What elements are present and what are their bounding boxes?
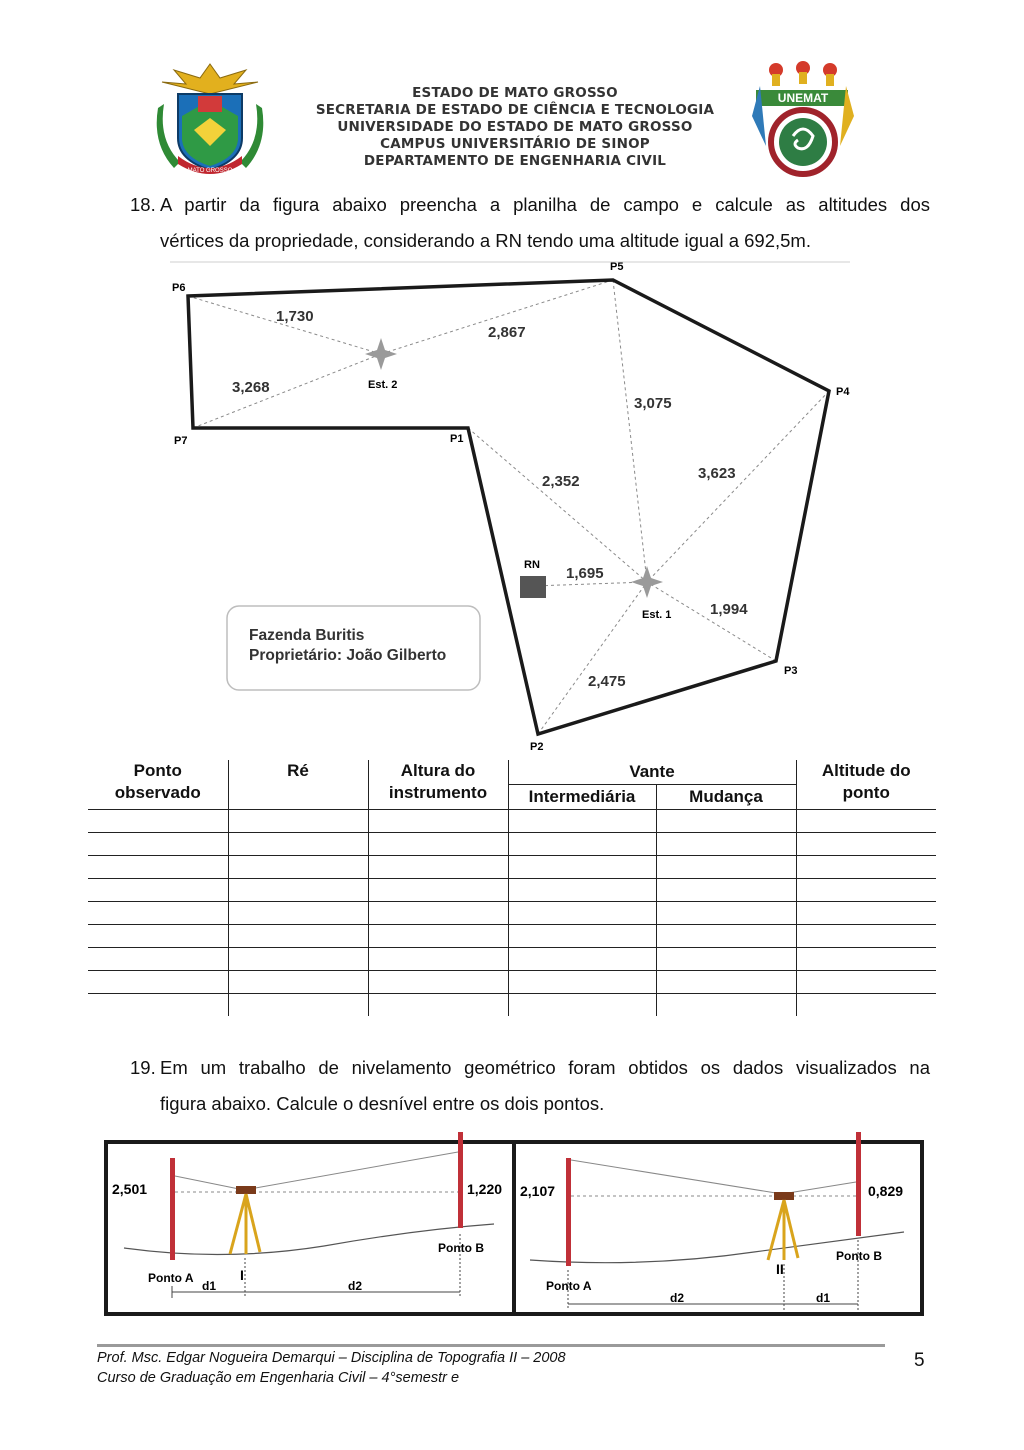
table-cell[interactable] bbox=[88, 856, 228, 879]
table-cell[interactable] bbox=[228, 948, 368, 971]
table-cell[interactable] bbox=[368, 810, 508, 833]
rn-marker bbox=[520, 576, 546, 598]
reading-p4-est1: 3,623 bbox=[698, 465, 736, 482]
table-cell[interactable] bbox=[508, 810, 656, 833]
table-row bbox=[88, 925, 936, 948]
header-ponto: Ponto observado bbox=[114, 761, 201, 802]
header-university: UNIVERSIDADE DO ESTADO DE MATO GROSSO bbox=[337, 119, 693, 135]
station-2-marker bbox=[365, 338, 397, 370]
table-cell[interactable] bbox=[796, 810, 936, 833]
table-cell[interactable] bbox=[796, 948, 936, 971]
table-row bbox=[88, 833, 936, 856]
table-cell[interactable] bbox=[228, 810, 368, 833]
table-cell[interactable] bbox=[228, 994, 368, 1017]
reading-p5-est1: 3,075 bbox=[634, 395, 672, 412]
property-survey-figure bbox=[150, 256, 870, 756]
table-cell[interactable] bbox=[228, 856, 368, 879]
header-department: DEPARTAMENTO DE ENGENHARIA CIVIL bbox=[363, 153, 667, 169]
table-cell[interactable] bbox=[508, 948, 656, 971]
right-d2: d2 bbox=[670, 1291, 685, 1305]
leveling-figure bbox=[104, 1130, 926, 1320]
right-d1: d1 bbox=[816, 1291, 831, 1305]
table-cell[interactable] bbox=[228, 879, 368, 902]
left-station-label: I bbox=[240, 1267, 244, 1283]
table-cell[interactable] bbox=[656, 810, 796, 833]
table-row bbox=[88, 879, 936, 902]
reading-p1-est1: 2,352 bbox=[542, 473, 580, 490]
header-mudanca: Mudança bbox=[656, 785, 796, 810]
table-cell[interactable] bbox=[656, 948, 796, 971]
right-ponto-a: Ponto A bbox=[546, 1279, 592, 1293]
right-station-label: II bbox=[776, 1261, 784, 1277]
q19-number: 19. bbox=[130, 1057, 156, 1078]
reading-p2-est1: 2,475 bbox=[588, 673, 626, 690]
left-reading-a: 2,501 bbox=[112, 1181, 148, 1197]
table-cell[interactable] bbox=[88, 971, 228, 994]
header-altura: Altura do instrumento bbox=[368, 760, 508, 810]
right-rod-a bbox=[566, 1158, 571, 1266]
table-cell[interactable] bbox=[508, 971, 656, 994]
svg-text:MATO GROSSO: MATO GROSSO bbox=[187, 168, 233, 174]
table-cell[interactable] bbox=[368, 902, 508, 925]
label-p1: P1 bbox=[450, 433, 464, 445]
left-ponto-b: Ponto B bbox=[438, 1241, 484, 1255]
table-cell[interactable] bbox=[88, 925, 228, 948]
table-cell[interactable] bbox=[796, 879, 936, 902]
table-cell[interactable] bbox=[508, 856, 656, 879]
footer-course: Curso de Graduação em Engenharia Civil – 4°semestr e bbox=[97, 1370, 460, 1386]
table-cell[interactable] bbox=[656, 925, 796, 948]
label-rn: RN bbox=[524, 559, 540, 571]
header-intermediaria: Intermediária bbox=[508, 785, 656, 810]
table-cell[interactable] bbox=[796, 856, 936, 879]
table-cell[interactable] bbox=[368, 925, 508, 948]
table-cell[interactable] bbox=[508, 879, 656, 902]
table-cell[interactable] bbox=[88, 879, 228, 902]
right-ponto-b: Ponto B bbox=[836, 1249, 882, 1263]
table-cell[interactable] bbox=[368, 856, 508, 879]
svg-text:UNEMAT: UNEMAT bbox=[777, 91, 829, 105]
table-row bbox=[88, 994, 936, 1017]
table-cell[interactable] bbox=[228, 971, 368, 994]
right-reading-a: 2,107 bbox=[520, 1183, 556, 1199]
header-state: ESTADO DE MATO GROSSO bbox=[412, 85, 618, 101]
label-p7: P7 bbox=[174, 435, 188, 447]
table-row bbox=[88, 902, 936, 925]
leveling-worksheet-table bbox=[88, 760, 936, 1016]
reading-p6-est2: 1,730 bbox=[276, 308, 314, 325]
header-vante: Vante bbox=[508, 760, 796, 785]
table-cell[interactable] bbox=[88, 994, 228, 1017]
left-rod-a bbox=[170, 1158, 175, 1260]
table-row bbox=[88, 971, 936, 994]
label-p3: P3 bbox=[784, 665, 798, 677]
unemat-logo bbox=[748, 56, 858, 182]
page-number: 5 bbox=[914, 1350, 925, 1371]
right-reading-b: 0,829 bbox=[868, 1183, 904, 1199]
table-cell[interactable] bbox=[368, 948, 508, 971]
label-est1: Est. 1 bbox=[642, 609, 672, 621]
q18-number: 18. bbox=[130, 194, 156, 215]
mato-grosso-coat-of-arms-logo bbox=[150, 60, 270, 180]
footer-rule bbox=[97, 1344, 885, 1347]
left-d1: d1 bbox=[202, 1279, 217, 1293]
left-reading-b: 1,220 bbox=[467, 1181, 503, 1197]
table-row bbox=[88, 810, 936, 833]
farm-name: Fazenda Buritis bbox=[249, 627, 365, 644]
q19-line2: figura abaixo. Calcule o desnível entre os dois pontos. bbox=[160, 1093, 605, 1114]
table-cell[interactable] bbox=[656, 902, 796, 925]
header-campus: CAMPUS UNIVERSITÁRIO DE SINOP bbox=[380, 136, 650, 152]
left-d2: d2 bbox=[348, 1279, 363, 1293]
table-cell[interactable] bbox=[88, 948, 228, 971]
table-cell[interactable] bbox=[656, 971, 796, 994]
table-cell[interactable] bbox=[656, 833, 796, 856]
label-p6: P6 bbox=[172, 282, 186, 294]
label-p5: P5 bbox=[610, 261, 624, 273]
table-cell[interactable] bbox=[228, 925, 368, 948]
table-cell[interactable] bbox=[796, 971, 936, 994]
table-cell[interactable] bbox=[368, 833, 508, 856]
header-re: Ré bbox=[228, 760, 368, 810]
table-cell[interactable] bbox=[508, 925, 656, 948]
table-cell[interactable] bbox=[796, 833, 936, 856]
header-secretariat: SECRETARIA DE ESTADO DE CIÊNCIA E TECNOLOGIA bbox=[315, 102, 715, 118]
table-row bbox=[88, 856, 936, 879]
q19-line1: Em um trabalho de nivelamento geométrico foram obtidos os dados visualizados na bbox=[160, 1057, 930, 1078]
table-cell[interactable] bbox=[508, 833, 656, 856]
reading-rn-est1: 1,695 bbox=[566, 565, 604, 582]
table-cell[interactable] bbox=[88, 902, 228, 925]
footer-author: Prof. Msc. Edgar Nogueira Demarqui – Disciplina de Topografia II – 2008 bbox=[97, 1350, 566, 1366]
farm-owner: Proprietário: João Gilberto bbox=[249, 647, 447, 664]
label-est2: Est. 2 bbox=[368, 379, 398, 391]
table-row bbox=[88, 948, 936, 971]
right-rod-b bbox=[856, 1132, 861, 1236]
reading-p5-est2: 2,867 bbox=[488, 324, 526, 341]
reading-p7-est2: 3,268 bbox=[232, 379, 270, 396]
table-cell[interactable] bbox=[508, 994, 656, 1017]
header-altitude: Altitude do ponto bbox=[796, 760, 936, 810]
table-cell[interactable] bbox=[368, 879, 508, 902]
reading-p3-est1: 1,994 bbox=[710, 601, 748, 618]
table-cell[interactable] bbox=[656, 856, 796, 879]
table-cell[interactable] bbox=[88, 833, 228, 856]
table-cell[interactable] bbox=[656, 994, 796, 1017]
table-cell[interactable] bbox=[656, 879, 796, 902]
table-cell[interactable] bbox=[796, 902, 936, 925]
table-cell[interactable] bbox=[368, 971, 508, 994]
table-cell[interactable] bbox=[368, 994, 508, 1017]
table-cell[interactable] bbox=[88, 810, 228, 833]
label-p2: P2 bbox=[530, 741, 544, 753]
table-cell[interactable] bbox=[796, 994, 936, 1017]
table-cell[interactable] bbox=[508, 902, 656, 925]
table-cell[interactable] bbox=[228, 833, 368, 856]
table-cell[interactable] bbox=[228, 902, 368, 925]
table-cell[interactable] bbox=[796, 925, 936, 948]
q18-line1: A partir da figura abaixo preencha a planilha de campo e calcule as altitudes dos bbox=[160, 194, 930, 215]
left-ponto-a: Ponto A bbox=[148, 1271, 194, 1285]
left-rod-b bbox=[458, 1132, 463, 1228]
q18-line2: vértices da propriedade, considerando a RN tendo uma altitude igual a 692,5m. bbox=[160, 230, 811, 251]
label-p4: P4 bbox=[836, 386, 850, 398]
